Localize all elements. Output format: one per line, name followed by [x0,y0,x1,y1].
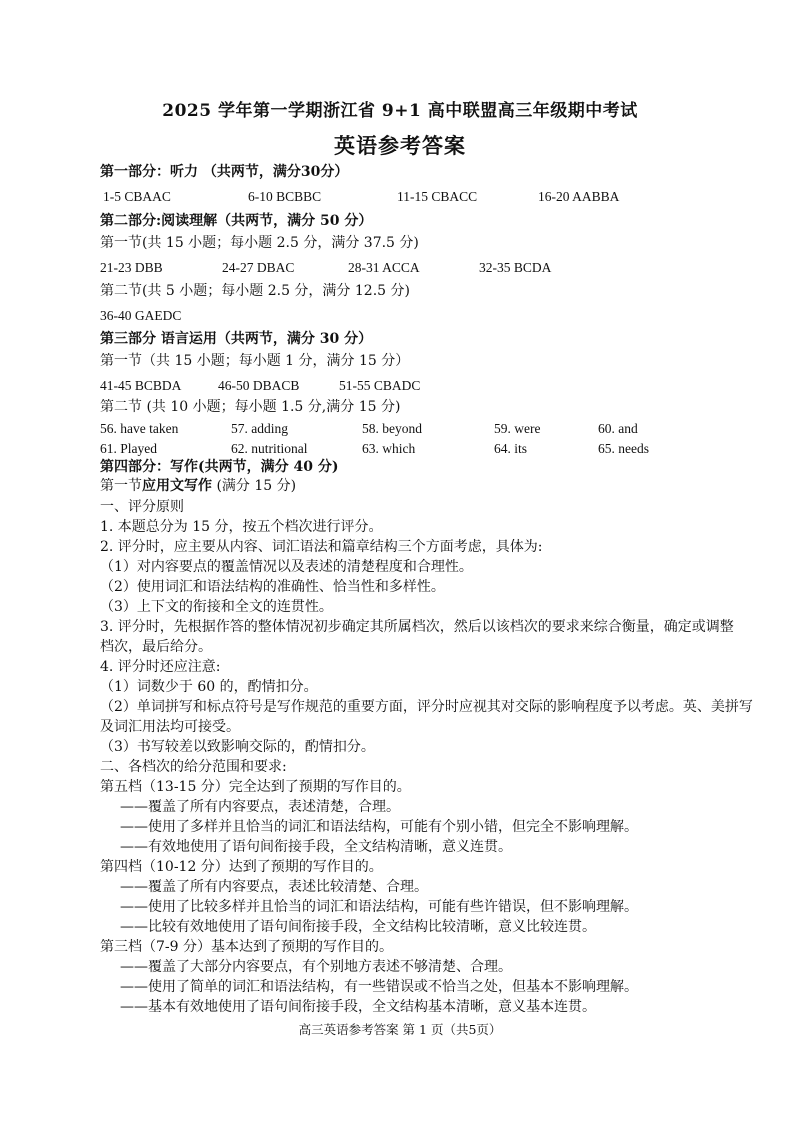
section-score: (满分 15 分) [216,478,297,494]
grading-line: 及词汇用法均可接受。 [100,719,240,735]
answer-item: 61. Played [100,441,157,456]
grading-line: 第五档（13-15 分）完全达到了预期的写作目的。 [100,779,411,795]
answer-item: 64. its [494,441,528,456]
answer-group: 21-23 DBB [100,260,163,275]
answer-group: 24-27 DBAC [222,260,295,275]
answer-item: 58. beyond [362,421,422,436]
answer-item: 60. and [598,421,638,436]
answer-group: 1-5 CBAAC [103,189,171,204]
section-title: 应用文写作 [142,478,212,494]
part3-section2-heading: 第二节 (共 10 小题；每小题 1.5 分,满分 15 分) [100,399,401,415]
part3-section1-heading: 第一节（共 15 小题；每小题 1 分，满分 15 分） [100,353,410,369]
answer-item: 65. needs [598,441,649,456]
grading-line: （1）对内容要点的覆盖情况以及表述的清楚程度和合理性。 [100,559,473,575]
grading-line: 档次，最后给分。 [100,639,212,655]
section-label: 第一节 [100,478,142,494]
grading-line: ——覆盖了所有内容要点，表述比较清楚、合理。 [120,879,428,895]
part4-heading: 第四部分：写作(共两节，满分 40 分) [100,459,339,475]
grading-line: ——使用了简单的词汇和语法结构，有一些错误或不恰当之处，但基本不影响理解。 [120,979,638,995]
answer-group: 36-40 GAEDC [100,308,182,323]
answer-item: 62. nutritional [231,441,308,456]
answer-item: 57. adding [231,421,288,436]
grading-line: 4. 评分时还应注意: [100,659,221,675]
grading-line: ——覆盖了所有内容要点，表述清楚，合理。 [120,799,400,815]
grading-line: （2）单词拼写和标点符号是写作规范的重要方面，评分时应视其对交际的影响程度予以考虑。英、美拼写 [100,699,753,715]
part1-heading: 第一部分：听力 （共两节，满分30分） [100,164,349,180]
grading-line: （3）书写较差以致影响交际的，酌情扣分。 [100,739,375,755]
answer-group: 32-35 BCDA [479,260,552,275]
grading-line: ——有效地使用了语句间衔接手段，全文结构清晰，意义连贯。 [120,839,512,855]
answer-group: 46-50 DBACB [218,378,300,393]
grading-line: ——使用了多样并且恰当的词汇和语法结构，可能有个别小错，但完全不影响理解。 [120,819,638,835]
part2-heading: 第二部分:阅读理解（共两节，满分 50 分） [100,213,373,229]
part2-section1-heading: 第一节(共 15 小题；每小题 2.5 分，满分 37.5 分) [100,235,419,251]
grading-line: （3）上下文的衔接和全文的连贯性。 [100,599,333,615]
grading-line: ——覆盖了大部分内容要点，有个别地方表述不够清楚、合理。 [120,959,512,975]
grading-line: ——基本有效地使用了语句间衔接手段，全文结构基本清晰，意义基本连贯。 [120,999,596,1015]
answer-group: 28-31 ACCA [348,260,420,275]
grading-line: （2）使用词汇和语法结构的准确性、恰当性和多样性。 [100,579,445,595]
answer-group: 6-10 BCBBC [248,189,322,204]
grading-line: 2. 评分时，应主要从内容、词汇语法和篇章结构三个方面考虑，具体为: [100,539,543,555]
answer-item: 63. which [362,441,416,456]
grading-line: 一、评分原则 [100,499,184,515]
page-footer: 高三英语参考答案 第 1 页（共5页） [298,1022,502,1037]
grading-line: ——比较有效地使用了语句间衔接手段，全文结构比较清晰，意义比较连贯。 [120,919,596,935]
grading-line: 第三档（7-9 分）基本达到了预期的写作目的。 [100,939,393,955]
document-subtitle: 英语参考答案 [334,133,466,158]
answer-item: 56. have taken [100,421,179,436]
grading-line: 3. 评分时，先根据作答的整体情况初步确定其所属档次，然后以该档次的要求来综合衡量，确定或调整 [100,619,734,635]
answer-item: 59. were [494,421,541,436]
grading-line: 1. 本题总分为 15 分，按五个档次进行评分。 [100,519,383,535]
grading-line: 二、各档次的给分范围和要求: [100,759,287,775]
part2-section2-heading: 第二节(共 5 小题；每小题 2.5 分，满分 12.5 分) [100,283,410,299]
answer-group: 41-45 BCBDA [100,378,182,393]
grading-line: ——使用了比较多样并且恰当的词汇和语法结构，可能有些许错误，但不影响理解。 [120,899,638,915]
part3-heading: 第三部分 语言运用（共两节，满分 30 分） [100,331,373,347]
answer-group: 51-55 CBADC [339,378,421,393]
answer-group: 11-15 CBACC [397,189,478,204]
answer-group: 16-20 AABBA [538,189,620,204]
part4-section1-heading [100,477,296,495]
grading-line: 第四档（10-12 分）达到了预期的写作目的。 [100,859,383,875]
exam-title: 2025 学年第一学期浙江省 9+1 高中联盟高三年级期中考试 [162,101,638,121]
grading-line: （1）词数少于 60 的，酌情扣分。 [100,679,318,695]
